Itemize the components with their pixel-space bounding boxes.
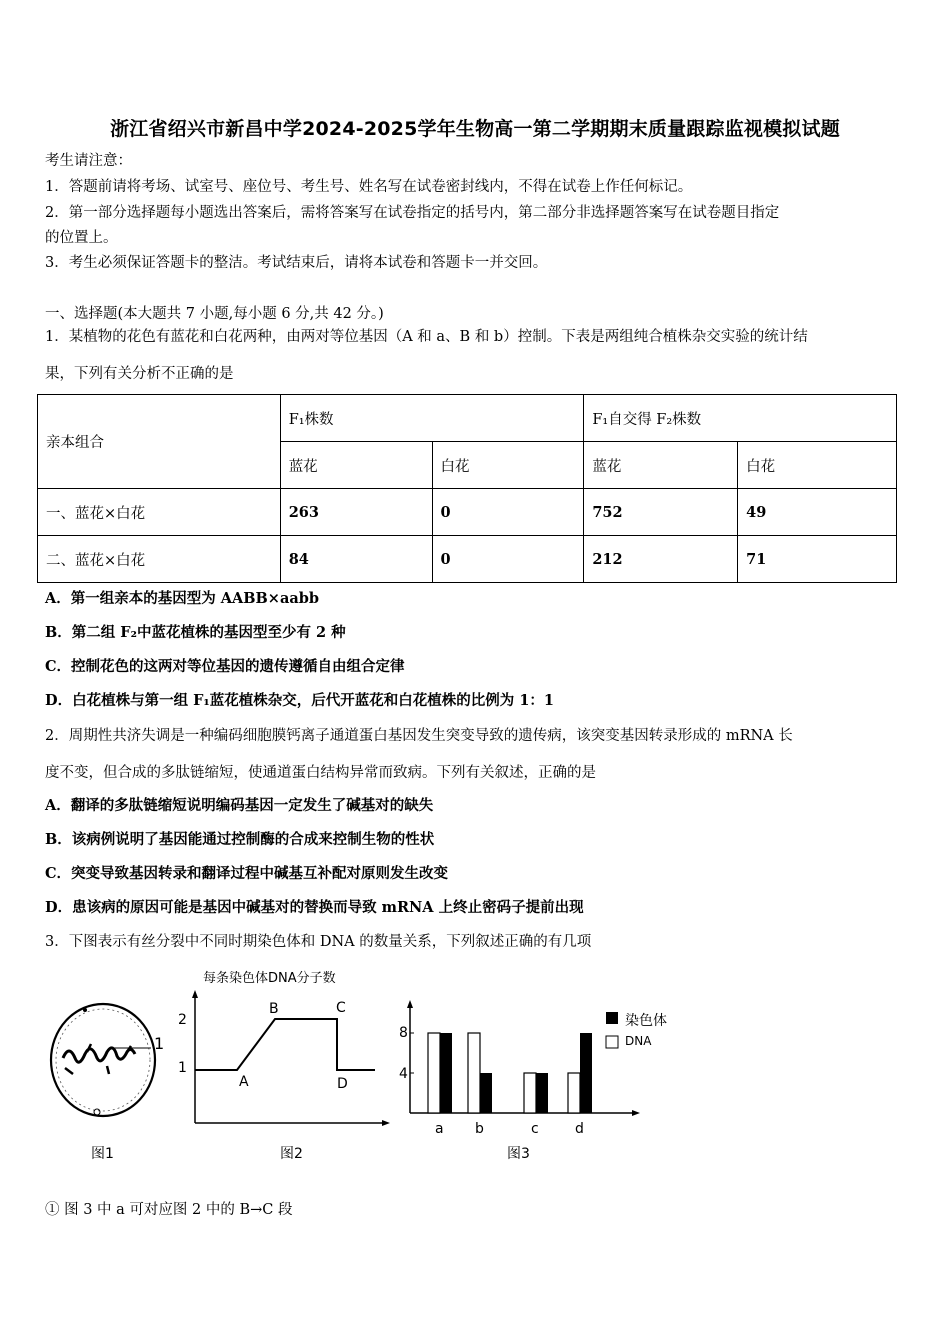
notice-item: 2．第一部分选择题每小题选出答案后，需将答案写在试卷指定的括号内，第二部分非选择题答案写在试卷题目指定 xyxy=(45,205,780,221)
fig2-point-b: B xyxy=(269,1001,279,1017)
q2-stem-line2: 度不变，但合成的多肽链缩短，使通道蛋白结构异常而致病。下列有关叙述，正确的是 xyxy=(45,765,596,781)
fig2-line-graph xyxy=(180,990,395,1130)
notice-item: 1．答题前请将考场、试室号、座位号、考生号、姓名写在试卷密封线内，不得在试卷上作任何标记。 xyxy=(45,179,693,195)
notice-item: 的位置上。 xyxy=(45,230,118,246)
table-header-f2: F₁自交得 F₂株数 xyxy=(584,395,897,442)
bar-dna-c xyxy=(524,1073,536,1113)
chromosomes xyxy=(63,1048,135,1062)
q2-option-d: D．患该病的原因可能是基因中碱基对的替换而导致 mRNA 上终止密码子提前出现 xyxy=(45,899,584,916)
q2-option-b: B．该病例说明了基因能通过控制酶的合成来控制生物的性状 xyxy=(45,831,435,848)
q2-option-c: C．突变导致基因转录和翻译过程中碱基互补配对原则发生改变 xyxy=(45,865,449,882)
centriole xyxy=(94,1109,100,1115)
bar-dna-b xyxy=(468,1033,480,1113)
bar-chromosome-c xyxy=(536,1073,548,1113)
q1-option-c: C．控制花色的这两对等位基因的遗传遵循自由组合定律 xyxy=(45,658,405,675)
q2-option-a: A．翻译的多肽链缩短说明编码基因一定发生了碱基对的缺失 xyxy=(45,797,434,814)
q3-stem: 3．下图表示有丝分裂中不同时期染色体和 DNA 的数量关系，下列叙述正确的有几项 xyxy=(45,934,592,950)
table-subheader-blue: 蓝花 xyxy=(584,442,738,489)
fig3-xtick-b: b xyxy=(475,1121,484,1137)
table-cell: 752 xyxy=(584,489,738,536)
fig3-caption: 图3 xyxy=(507,1146,530,1162)
table-header-f1: F₁株数 xyxy=(280,395,584,442)
table-row xyxy=(38,536,897,583)
q1-option-b: B．第二组 F₂中蓝花植株的基因型至少有 2 种 xyxy=(45,624,346,641)
fig3-xtick-d: d xyxy=(575,1121,584,1137)
table-cell: 0 xyxy=(432,489,584,536)
table-subheader-white: 白花 xyxy=(432,442,584,489)
fig3-ytick-4: 4 xyxy=(399,1066,408,1082)
fig2-y-arrow xyxy=(192,990,198,998)
fig2-point-a: A xyxy=(239,1074,249,1090)
fig1-cell-drawing xyxy=(45,1000,175,1130)
notice-heading: 考生请注意： xyxy=(45,153,132,169)
fig2-point-c: C xyxy=(336,1000,346,1016)
section-heading: 一、选择题(本大题共 7 小题,每小题 6 分,共 42 分。) xyxy=(45,306,384,322)
fig3-bars xyxy=(428,1033,592,1113)
bar-chromosome-a xyxy=(440,1033,452,1113)
q1-stem-line2: 果，下列有关分析不正确的是 xyxy=(45,366,234,382)
legend-chrom-label: 染色体 xyxy=(625,1013,667,1029)
bar-dna-d xyxy=(568,1073,580,1113)
bar-chromosome-b xyxy=(480,1073,492,1113)
table-cell: 263 xyxy=(280,489,432,536)
fig3-y-arrow xyxy=(407,1000,413,1008)
table-subheader-blue: 蓝花 xyxy=(280,442,432,489)
table-cell: 二、蓝花×白花 xyxy=(38,536,281,583)
table-cell: 84 xyxy=(280,536,432,583)
centriole xyxy=(83,1008,87,1012)
bar-chromosome-d xyxy=(580,1033,592,1113)
fig1-pointer-label: 1 xyxy=(154,1034,165,1053)
fig3-xtick-c: c xyxy=(531,1121,539,1137)
notice-item: 3．考生必须保证答题卡的整洁。考试结束后，请将本试卷和答题卡一并交回。 xyxy=(45,255,548,271)
fig2-ytick-2: 2 xyxy=(178,1012,187,1028)
table-cell: 0 xyxy=(432,536,584,583)
table-subheader-white: 白花 xyxy=(738,442,897,489)
legend-chrom-swatch xyxy=(606,1012,618,1024)
fig3-xtick-a: a xyxy=(435,1121,444,1137)
fig2-point-d: D xyxy=(337,1076,348,1092)
q1-stem-line1: 1．某植物的花色有蓝花和白花两种，由两对等位基因（A 和 a、B 和 b）控制。下表是两组纯合植株杂交实验的统计结 xyxy=(45,329,808,345)
q3-statement-1: ① 图 3 中 a 可对应图 2 中的 B→C 段 xyxy=(45,1202,293,1218)
q1-data-table xyxy=(37,394,897,583)
table-cell: 49 xyxy=(738,489,897,536)
fig3-x-arrow xyxy=(632,1110,640,1116)
fig3-ytick-8: 8 xyxy=(399,1025,408,1041)
q1-option-d: D．白花植株与第一组 F₁蓝花植株杂交，后代开蓝花和白花植株的比例为 1：1 xyxy=(45,692,554,709)
table-cell: 212 xyxy=(584,536,738,583)
fig2-ylabel: 每条染色体DNA分子数 xyxy=(203,971,336,986)
table-cell: 一、蓝花×白花 xyxy=(38,489,281,536)
q1-option-a: A．第一组亲本的基因型为 AABB×aabb xyxy=(45,590,320,607)
page-title: 浙江省绍兴市新昌中学2024-2025学年生物高一第二学期期末质量跟踪监视模拟试题 xyxy=(110,118,840,140)
legend-dna-label: DNA xyxy=(625,1034,652,1048)
table-cell: 71 xyxy=(738,536,897,583)
fig1-caption: 图1 xyxy=(91,1146,114,1162)
table-header-group: 亲本组合 xyxy=(38,395,281,489)
fig2-ytick-1: 1 xyxy=(178,1060,187,1076)
q2-stem-line1: 2．周期性共济失调是一种编码细胞膜钙离子通道蛋白基因发生突变导致的遗传病，该突变基因转录形成的 mRNA 长 xyxy=(45,728,793,744)
fig2-caption: 图2 xyxy=(280,1146,303,1162)
legend-dna-swatch xyxy=(606,1036,618,1048)
table-row xyxy=(38,489,897,536)
bar-dna-a xyxy=(428,1033,440,1113)
fig2-curve xyxy=(195,1019,375,1070)
